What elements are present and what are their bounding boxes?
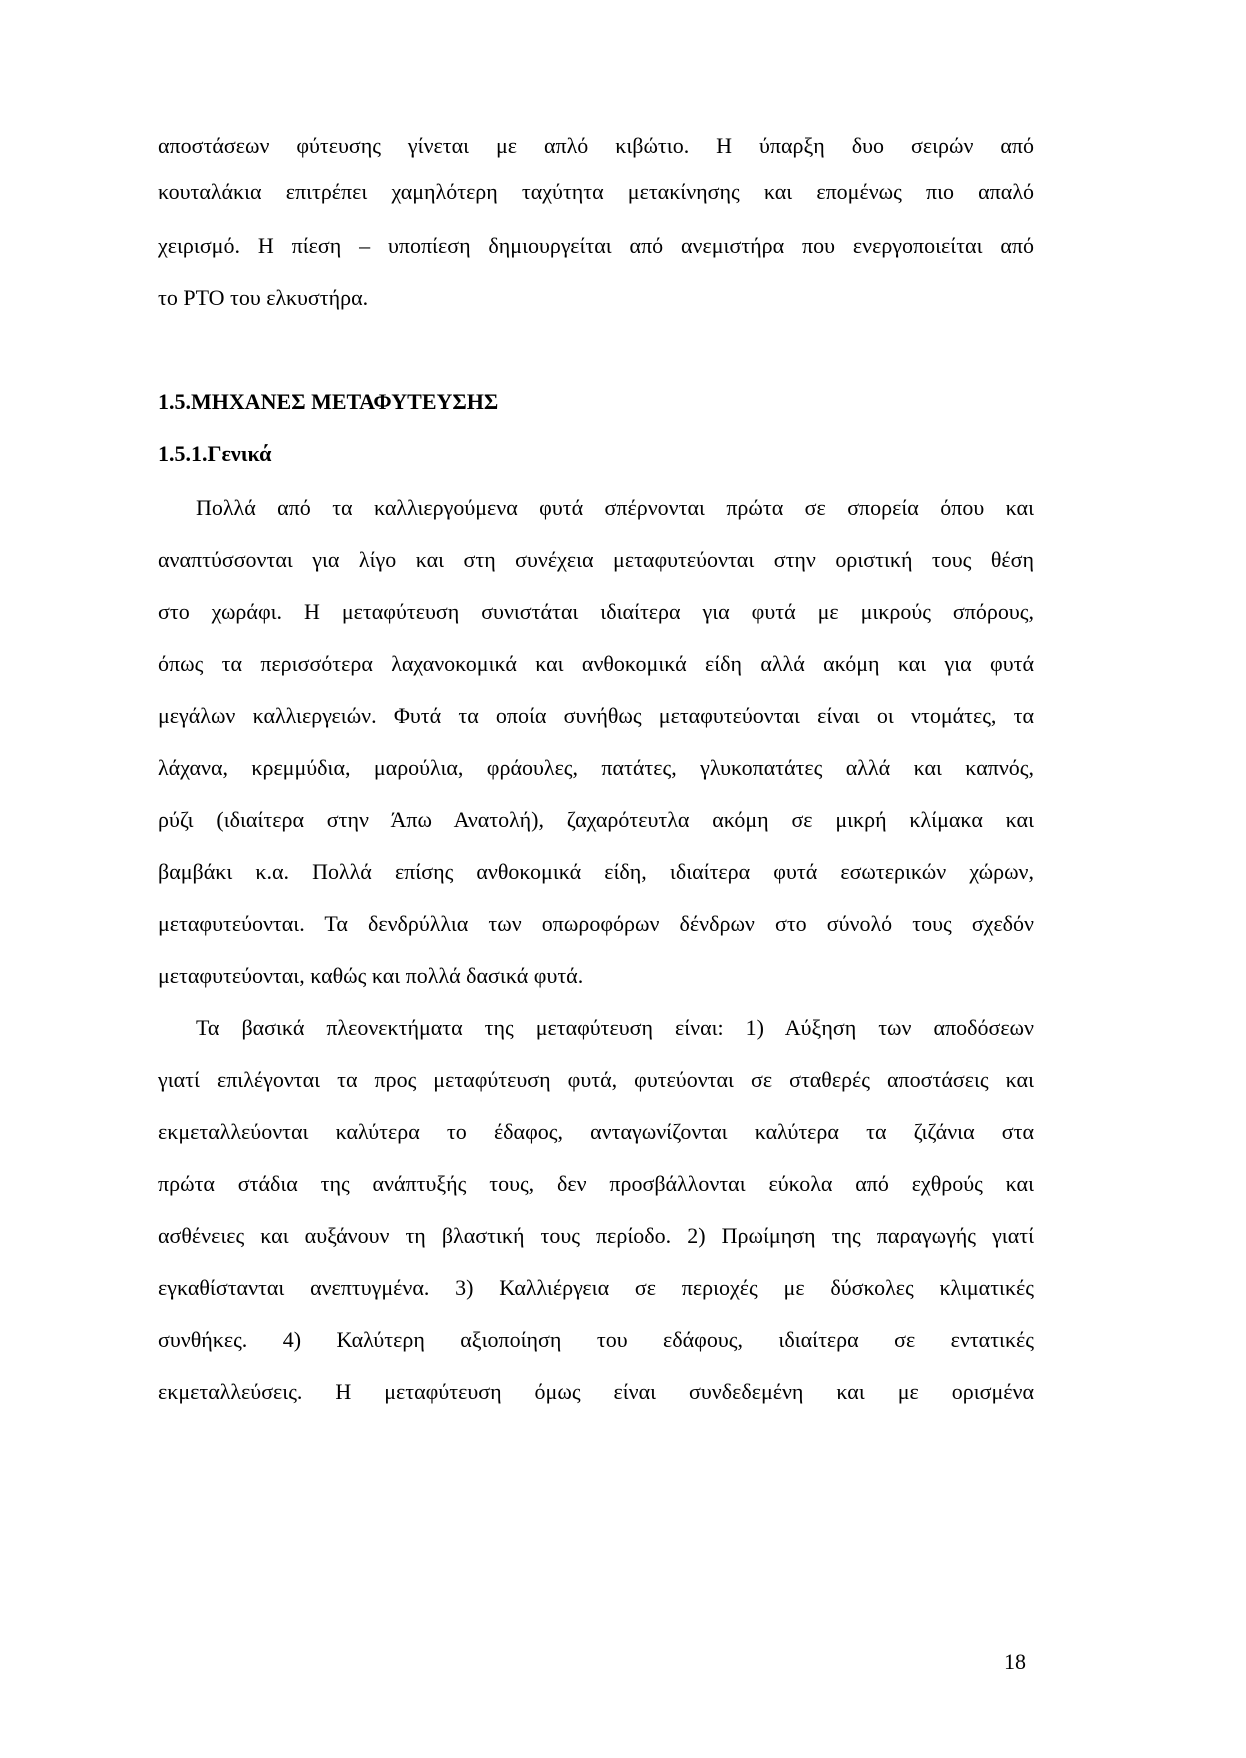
paragraph-line: κουταλάκια επιτρέπει χαμηλότερη ταχύτητα μετακίνησης και επομένως πιο απαλό	[158, 179, 1034, 204]
paragraph-line: πρώτα στάδια της ανάπτυξής τους, δεν προσβάλλονται εύκολα από εχθρούς και	[158, 1171, 1034, 1196]
paragraph-line: ασθένειες και αυξάνουν τη βλαστική τους περίοδο. 2) Πρωίμηση της παραγωγής γιατί	[158, 1223, 1034, 1248]
paragraph-line: μεγάλων καλλιεργειών. Φυτά τα οποία συνήθως μεταφυτεύονται είναι οι ντομάτες, τα	[158, 703, 1034, 728]
paragraph-line: στο χωράφι. Η μεταφύτευση συνιστάται ιδιαίτερα για φυτά με μικρούς σπόρους,	[158, 599, 1034, 624]
paragraph-line: γιατί επιλέγονται τα προς μεταφύτευση φυτά, φυτεύονται σε σταθερές αποστάσεις και	[158, 1067, 1034, 1092]
paragraph-line: Πολλά από τα καλλιεργούμενα φυτά σπέρνονται πρώτα σε σπορεία όπου και	[196, 495, 1034, 520]
paragraph-line: εκμεταλλεύονται καλύτερα το έδαφος, ανταγωνίζονται καλύτερα τα ζιζάνια στα	[158, 1119, 1034, 1144]
paragraph-line: αναπτύσσονται για λίγο και στη συνέχεια μεταφυτεύονται στην οριστική τους θέση	[158, 547, 1034, 572]
paragraph-line: βαμβάκι κ.α. Πολλά επίσης ανθοκομικά είδη, ιδιαίτερα φυτά εσωτερικών χώρων,	[158, 859, 1034, 884]
paragraph-line: Τα βασικά πλεονεκτήματα της μεταφύτευση είναι: 1) Αύξηση των αποδόσεων	[196, 1015, 1034, 1040]
paragraph-line: λάχανα, κρεμμύδια, μαρούλια, φράουλες, πατάτες, γλυκοπατάτες αλλά και καπνός,	[158, 755, 1034, 780]
paragraph-line: μεταφυτεύονται. Τα δενδρύλλια των οπωροφόρων δένδρων στο σύνολό τους σχεδόν	[158, 911, 1034, 936]
paragraph-line: ρύζι (ιδιαίτερα στην Άπω Ανατολή), ζαχαρότευτλα ακόμη σε μικρή κλίμακα και	[158, 807, 1034, 832]
paragraph-line: εκμεταλλεύσεις. Η μεταφύτευση όμως είναι συνδεδεμένη και με ορισμένα	[158, 1379, 1034, 1404]
paragraph-line: συνθήκες. 4) Καλύτερη αξιοποίηση του εδάφους, ιδιαίτερα σε εντατικές	[158, 1327, 1034, 1352]
paragraph-line: το PTO του ελκυστήρα.	[158, 285, 369, 310]
section-heading: 1.5.ΜΗΧΑΝΕΣ ΜΕΤΑΦΥΤΕΥΣΗΣ	[158, 389, 499, 414]
subsection-heading: 1.5.1.Γενικά	[158, 441, 272, 466]
paragraph-line: αποστάσεων φύτευσης γίνεται με απλό κιβώτιο. Η ύπαρξη δυο σειρών από	[158, 133, 1034, 158]
paragraph-line: εγκαθίστανται ανεπτυγμένα. 3) Καλλιέργεια σε περιοχές με δύσκολες κλιματικές	[158, 1275, 1034, 1300]
paragraph-line: μεταφυτεύονται, καθώς και πολλά δασικά φυτά.	[158, 963, 584, 988]
paragraph-line: χειρισμό. Η πίεση – υποπίεση δημιουργείται από ανεμιστήρα που ενεργοποιείται από	[158, 233, 1034, 258]
paragraph-line: όπως τα περισσότερα λαχανοκομικά και ανθοκομικά είδη αλλά ακόμη και για φυτά	[158, 651, 1034, 676]
page-number: 18	[1004, 1649, 1026, 1674]
